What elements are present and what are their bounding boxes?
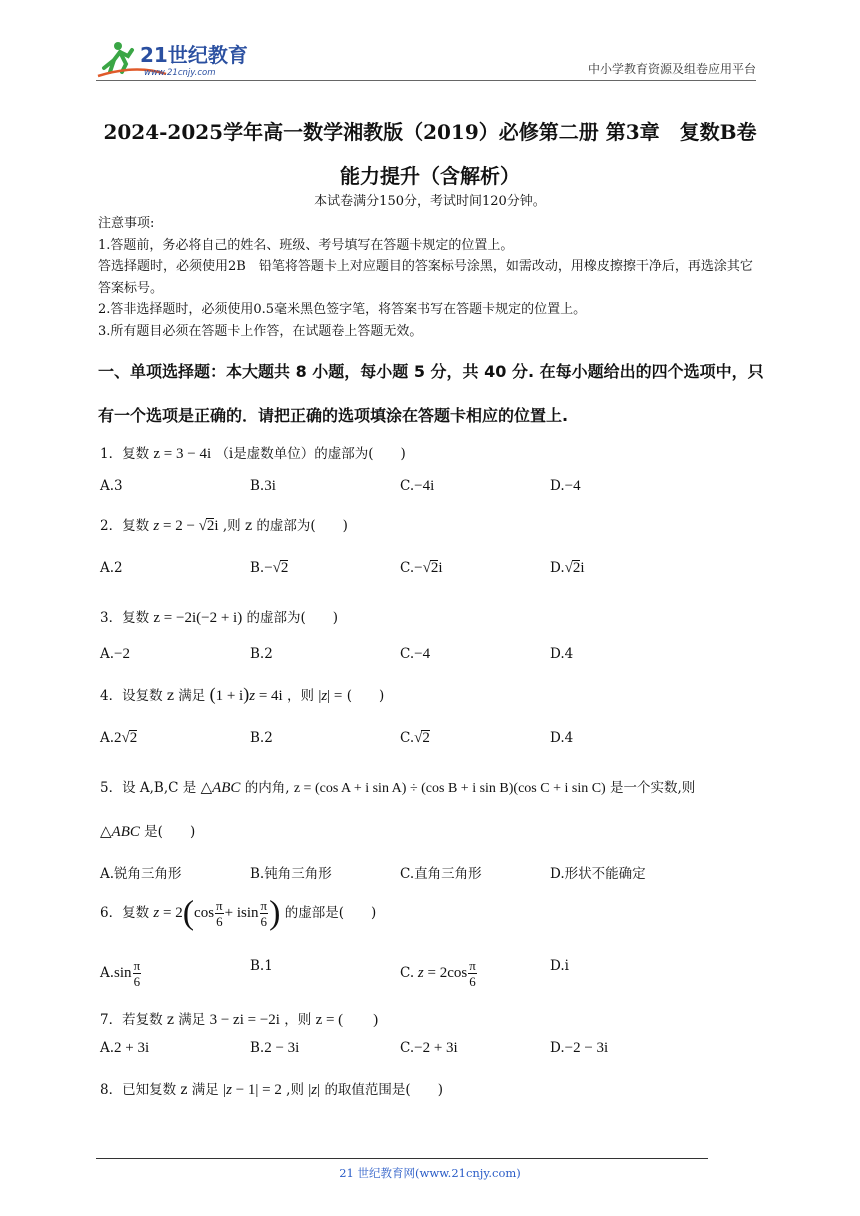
q2-math: z = 2 − √2i [153,518,219,534]
option-d[interactable]: D.−2 − 3i [550,1040,609,1056]
question-1: 1．复数 z = 3 − 4i （i是虚数单位）的虚部为( ) [100,446,406,462]
option-a[interactable]: A.锐角三角形 [100,866,182,882]
question-6: 6．复数 z = 2(cos $\frac{\pi}{6}$ + isin $\frac{\pi}{6}$ ) 的虚部是( ) [100,894,377,932]
option-d[interactable]: D.−4 [550,478,581,494]
option-b[interactable]: B.3i [250,478,276,494]
option-a[interactable]: A.−2 [100,646,131,662]
option-c[interactable]: C.直角三角形 [400,866,482,882]
option-c[interactable]: C.√2 [400,730,430,746]
exam-info: 本试卷满分150分，考试时间120分钟。 [314,194,546,209]
header-platform-text: 中小学教育资源及组卷应用平台 [587,62,756,76]
question-4-options [100,730,720,747]
logo-text: 21世纪教育 [140,43,248,67]
page-title: 2024-2025学年高一数学湘教版（2019）必修第二册 第3章 复数B卷 能力提升（含解析） [103,120,757,188]
option-d[interactable]: D.i [550,958,569,974]
option-d[interactable]: D.√2i [550,560,585,576]
option-a[interactable]: A.2 + 3i [100,1040,150,1056]
question-6-options [100,958,720,989]
option-b[interactable]: B.2 [250,730,273,746]
q8-math-2: |z| [308,1082,321,1098]
header-divider [96,80,756,81]
q4-math-2: |z| = [318,688,343,704]
option-a[interactable]: A.sin $\frac{\pi}{6}$ [100,958,141,989]
question-5-line-2: △ABC 是( ) [100,824,196,840]
question-7: 7．若复数 z 满足 3 − zi = −2i ，则 z = ( ) [100,1012,379,1028]
section-heading: 一、单项选择题：本大题共 8 小题，每小题 5 分，共 40 分. 在每小题给出的四个选项中，只有一个选项是正确的．请把正确的选项填涂在答题卡相应的位置上. [98,362,764,425]
option-b[interactable]: B.钝角三角形 [250,866,332,882]
question-5: 5．设 A,B,C 是 △ABC 的内角, z = (cos A + i sin A) ÷ (cos B + i sin B)(cos C + i sin C) 是一个实数,则 [100,780,696,796]
q3-math: z = −2i(−2 + i) [153,610,243,626]
option-c[interactable]: C.−4 [400,646,431,662]
notes-heading: 注意事项: [98,216,155,231]
option-d[interactable]: D.形状不能确定 [550,866,646,882]
question-2-options [100,560,720,577]
question-8: 8．已知复数 z 满足 |z − 1| = 2 ,则 |z| 的取值范围是( ) [100,1082,443,1098]
question-4: 4．设复数 z 满足 (1 + i)z = 4i ，则 |z| = ( ) [100,684,385,704]
site-logo [96,38,266,80]
question-3: 3．复数 z = −2i(−2 + i) 的虚部为( ) [100,610,339,626]
question-5-options [100,862,720,882]
question-1-options [100,478,720,495]
option-d[interactable]: D.4 [550,730,574,746]
q8-math: |z − 1| = 2 [223,1082,282,1098]
question-3-options [100,646,720,663]
footer-divider [96,1158,708,1159]
question-7-options [100,1040,720,1057]
notes [98,213,764,342]
note-item: 2.答非选择题时，必须使用0.5毫米黑色签字笔，将答案书写在答题卡规定的位置上。 [98,302,587,317]
option-a[interactable]: A.2√2 [100,730,138,746]
option-b[interactable]: B.1 [250,958,273,974]
option-c[interactable]: C.−2 + 3i [400,1040,458,1056]
option-c[interactable]: C.−√2i [400,560,443,576]
footer-link[interactable]: 21 世纪教育网(www.21cnjy.com) [339,1166,521,1180]
q5-triangle: △ABC [200,780,241,796]
option-c[interactable]: C.−4i [400,478,435,494]
logo-url: www.21cnjy.com [144,68,216,78]
option-a[interactable]: A.2 [100,560,123,576]
option-b[interactable]: B.2 − 3i [250,1040,300,1056]
option-b[interactable]: B.−√2 [250,560,289,576]
q5-triangle-2: △ABC [100,824,140,840]
note-item: 答选择题时，必须使用2B 铅笔将答题卡上对应题目的答案标号涂黑，如需改动，用橡皮擦擦干净后，再选涂其它答案标号。 [98,259,753,296]
q6-math: z = 2(cos $\frac{\pi}{6}$ + isin $\frac{\pi}{6}$ ) [153,894,281,932]
q1-math: z = 3 − 4i [153,446,212,462]
option-d[interactable]: D.4 [550,646,574,662]
question-2: 2．复数 z = 2 − √2i ,则 z 的虚部为( ) [100,518,348,534]
q7-math-2: z = ( ) [315,1012,379,1028]
q4-math: (1 + i)z = 4i [209,684,283,704]
option-c[interactable]: C. z = 2cos $\frac{\pi}{6}$ [400,958,476,989]
option-b[interactable]: B.2 [250,646,273,662]
note-item: 1.答题前，务必将自己的姓名、班级、考号填写在答题卡规定的位置上。 [98,237,514,253]
q7-math: 3 − zi = −2i [209,1012,280,1028]
option-a[interactable]: A.3 [100,478,123,494]
note-item: 3.所有题目必须在答题卡上作答，在试题卷上答题无效。 [98,323,423,339]
q5-math: z = (cos A + i sin A) ÷ (cos B + i sin B)(cos C + i sin C) [293,781,606,796]
